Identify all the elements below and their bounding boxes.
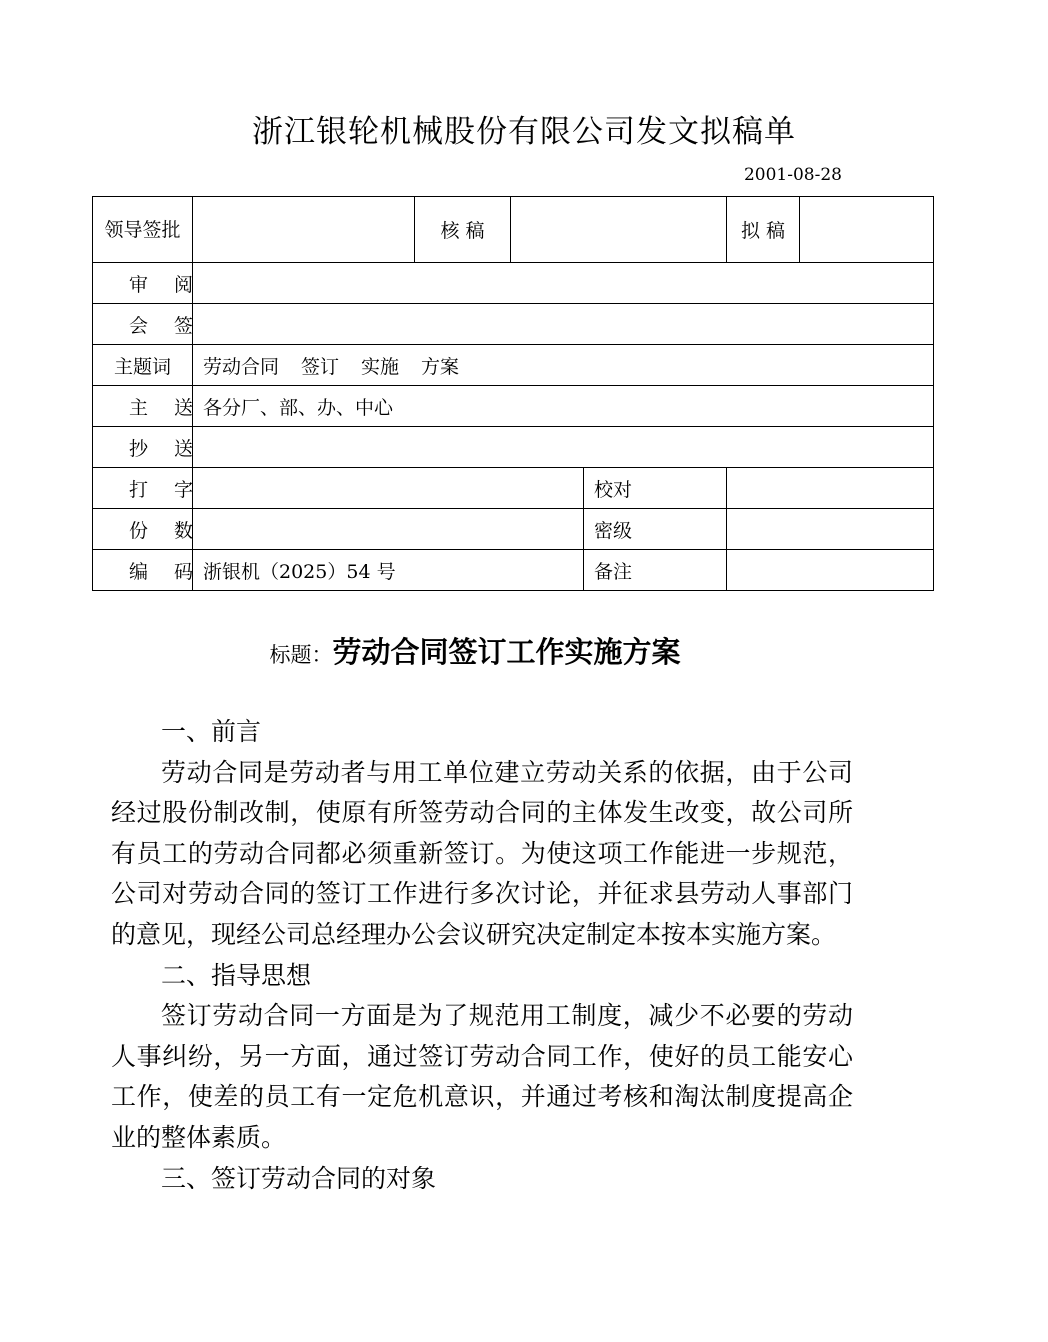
draft-field[interactable] [800,197,934,263]
countersign-label: 会签 [93,304,193,345]
keywords-field[interactable] [193,345,934,386]
send-to-field[interactable]: 各分厂、部、办、中心 [193,386,934,427]
draft-label: 拟 稿 [727,197,800,263]
form-row-read [93,263,934,304]
typing-label: 打字 [93,468,193,509]
secret-level-field[interactable] [727,509,934,550]
form-row-send-to [93,386,934,427]
read-field[interactable] [193,263,934,304]
form-row-approval [93,197,934,263]
form-row-copy-to [93,427,934,468]
section-heading: 一、前言 [161,717,262,746]
proofread-field[interactable] [727,468,934,509]
keyword: 签订 [301,355,340,378]
keyword: 方案 [421,355,460,378]
document-date: 2001-08-28 [743,165,842,185]
form-row-countersign [93,304,934,345]
review-draft-field[interactable] [511,197,727,263]
form-row-code [93,550,934,591]
send-to-label: 主送 [93,386,193,427]
typing-field[interactable] [193,468,584,509]
draft-form-table [92,196,934,591]
secret-level-label: 密级 [584,509,727,550]
form-row-typing [93,468,934,509]
subject-line [0,630,950,679]
form-row-copies [93,509,934,550]
code-label: 编码 [93,550,193,591]
section-paragraph: 劳动合同是劳动者与用工单位建立劳动关系的依据，由于公司经过股份制改制，使原有所签劳动合同的主体发生改变，故公司所有员工的劳动合同都必须重新签订。为使这项工作能进一步规范，公司对劳动合同的签订工作进行多次讨论，并征求县劳动人事部门的意见，现经公司总经理办公会议研究决定制定本按本实施方案。 [111,757,853,949]
section-heading: 二、指导思想 [161,960,312,990]
remarks-field[interactable] [727,550,934,591]
copies-field[interactable] [193,509,584,550]
section-paragraph: 签订劳动合同一方面是为了规范用工制度，减少不必要的劳动人事纠纷，另一方面，通过签订劳动合同工作，使好的员工能安心工作，使差的员工有一定危机意识，并通过考核和淘汰制度提高企业的整体素质。 [111,1001,853,1152]
copy-to-label: 抄送 [93,427,193,468]
document-body [111,712,853,1199]
copies-label: 份数 [93,509,193,550]
section-heading: 三、签订劳动合同的对象 [161,1163,437,1193]
leader-approval-field[interactable] [193,197,415,263]
proofread-label-cell: 校对 [584,468,727,509]
code-field[interactable]: 浙银机（2025）54 号 [193,550,584,591]
countersign-field[interactable] [193,304,934,345]
leader-approval-label: 领导签批 [93,197,193,263]
keyword: 实施 [361,355,400,378]
keywords-label: 主题词 [93,345,193,386]
review-draft-label: 核 稿 [415,197,511,263]
subject-label: 标题： [269,643,333,667]
copy-to-field[interactable] [193,427,934,468]
keyword: 劳动合同 [203,355,280,378]
remarks-label: 备注 [584,550,727,591]
subject-text: 劳动合同签订工作实施方案 [332,635,681,669]
document-title: 浙江银轮机械股份有限公司发文拟稿单 [252,114,796,150]
form-row-keywords [93,345,934,386]
read-label: 审阅 [93,263,193,304]
